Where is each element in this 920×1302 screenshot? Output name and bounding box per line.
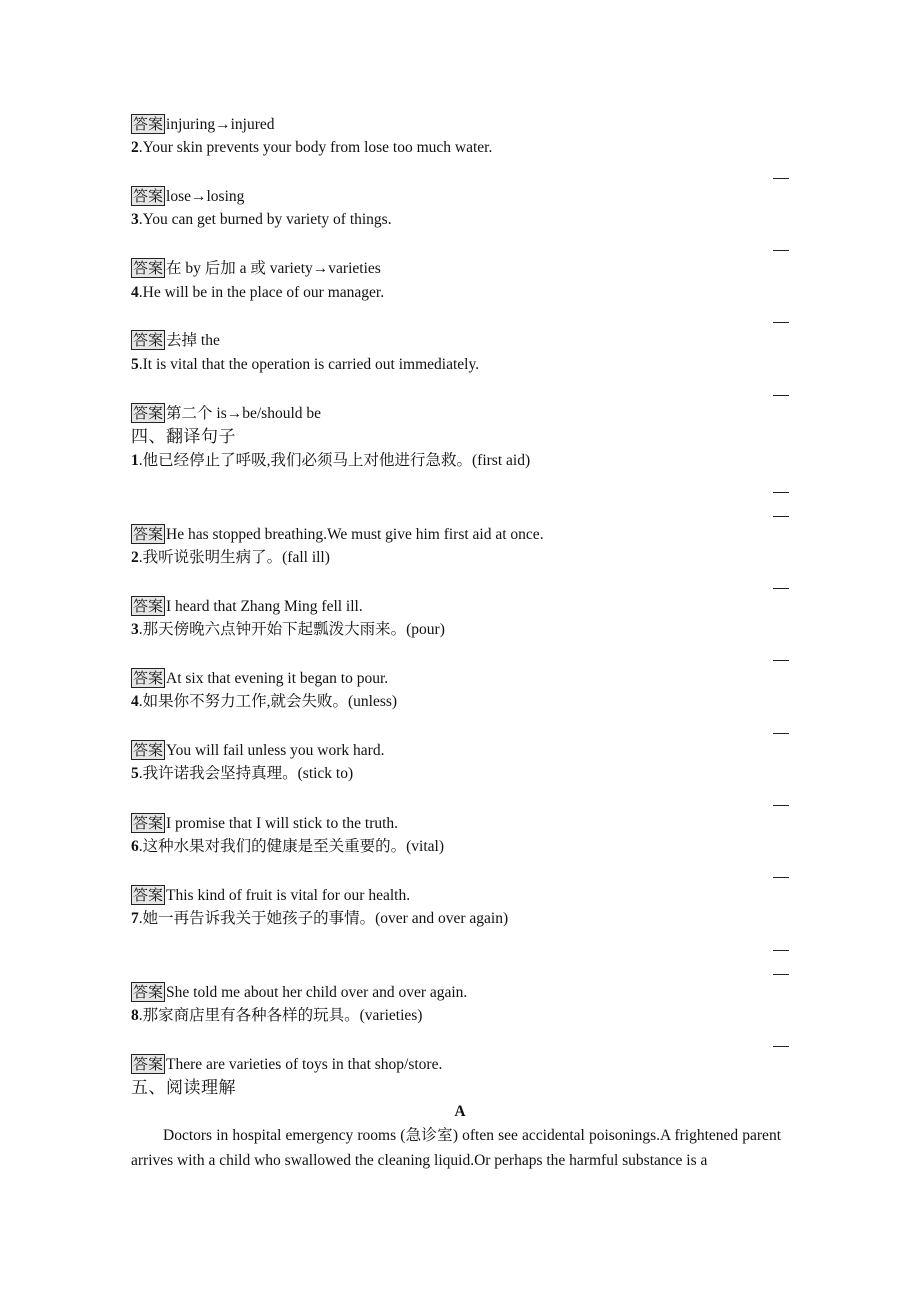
answer-line-2 bbox=[131, 186, 791, 207]
answer-text: 去掉 the bbox=[166, 332, 220, 349]
question-number: 8 bbox=[131, 1007, 139, 1024]
answer-tag: 答案 bbox=[133, 814, 164, 832]
translation-answer-4 bbox=[131, 740, 791, 761]
question-number: 2 bbox=[131, 549, 139, 566]
question-line-4 bbox=[131, 283, 791, 303]
translation-question-3 bbox=[131, 620, 791, 640]
answer-tag: 答案 bbox=[133, 115, 164, 133]
answer-tag: 答案 bbox=[133, 259, 164, 277]
question-line-2 bbox=[131, 138, 791, 158]
answer-line-5 bbox=[131, 403, 791, 424]
answer-line-4 bbox=[131, 330, 791, 351]
question-text: .我许诺我会坚持真理。(stick to) bbox=[138, 765, 354, 782]
answer-blank-line bbox=[773, 322, 789, 323]
translation-question-8 bbox=[131, 1006, 791, 1026]
translation-answer-7 bbox=[131, 982, 791, 1003]
question-line-3 bbox=[131, 210, 791, 230]
translation-question-1 bbox=[131, 451, 791, 471]
question-text: .如果你不努力工作,就会失败。(unless) bbox=[138, 693, 398, 710]
answer-blank-line bbox=[773, 805, 789, 806]
question-number: 4 bbox=[131, 693, 139, 710]
answer-blank-line bbox=[773, 660, 789, 661]
answer-text: lose→losing bbox=[166, 188, 245, 205]
question-text: .她一再告诉我关于她孩子的事情。(over and over again) bbox=[138, 910, 509, 927]
translation-answer-1 bbox=[131, 524, 791, 545]
answer-text: I heard that Zhang Ming fell ill. bbox=[166, 598, 363, 615]
section-title-translation: 四、翻译句子 bbox=[131, 427, 236, 447]
question-text: .He will be in the place of our manager. bbox=[138, 284, 385, 301]
answer-tag: 答案 bbox=[133, 597, 164, 615]
answer-tag: 答案 bbox=[133, 1055, 164, 1073]
answer-blank-line bbox=[773, 395, 789, 396]
answer-text: 第二个 is→be/should be bbox=[166, 405, 322, 422]
answer-blank-line bbox=[773, 974, 789, 975]
answer-text: You will fail unless you work hard. bbox=[166, 742, 385, 759]
answer-blank-line bbox=[773, 877, 789, 878]
question-number: 1 bbox=[131, 452, 139, 469]
translation-answer-8 bbox=[131, 1054, 791, 1075]
answer-tag: 答案 bbox=[133, 187, 164, 205]
translation-question-5 bbox=[131, 764, 791, 784]
passage-label: A bbox=[454, 1103, 466, 1120]
answer-tag: 答案 bbox=[133, 886, 164, 904]
answer-text: She told me about her child over and over again. bbox=[166, 984, 468, 1001]
answer-blank-line bbox=[773, 492, 789, 493]
answer-tag: 答案 bbox=[133, 669, 164, 687]
answer-tag: 答案 bbox=[133, 983, 164, 1001]
translation-question-7 bbox=[131, 909, 791, 929]
question-text: .我听说张明生病了。(fall ill) bbox=[138, 549, 330, 566]
question-text: .这种水果对我们的健康是至关重要的。(vital) bbox=[138, 838, 444, 855]
translation-question-6 bbox=[131, 837, 791, 857]
translation-question-4 bbox=[131, 692, 791, 712]
translation-question-2 bbox=[131, 548, 791, 568]
question-number: 3 bbox=[131, 211, 139, 228]
answer-tag: 答案 bbox=[133, 741, 164, 759]
question-text: .他已经停止了呼吸,我们必须马上对他进行急救。(first aid) bbox=[138, 452, 531, 469]
question-number: 6 bbox=[131, 838, 139, 855]
question-text: .It is vital that the operation is carried out immediately. bbox=[138, 356, 480, 373]
question-text: .You can get burned by variety of things. bbox=[138, 211, 392, 228]
translation-answer-6 bbox=[131, 885, 791, 906]
answer-text: I promise that I will stick to the truth. bbox=[166, 815, 399, 832]
question-number: 4 bbox=[131, 284, 139, 301]
answer-tag: 答案 bbox=[133, 525, 164, 543]
answer-tag: 答案 bbox=[133, 331, 164, 349]
translation-answer-2 bbox=[131, 596, 791, 617]
answer-blank-line bbox=[773, 516, 789, 517]
answer-text: There are varieties of toys in that shop/store. bbox=[166, 1056, 443, 1073]
answer-blank-line bbox=[773, 178, 789, 179]
question-number: 7 bbox=[131, 910, 139, 927]
question-number: 5 bbox=[131, 765, 139, 782]
answer-blank-line bbox=[773, 250, 789, 251]
answer-text: At six that evening it began to pour. bbox=[166, 670, 389, 687]
question-line-5 bbox=[131, 355, 791, 375]
question-number: 5 bbox=[131, 356, 139, 373]
answer-text: He has stopped breathing.We must give him first aid at once. bbox=[166, 526, 544, 543]
question-text: .那天傍晚六点钟开始下起瓢泼大雨来。(pour) bbox=[138, 621, 445, 638]
answer-blank-line bbox=[773, 733, 789, 734]
answer-line-1 bbox=[131, 114, 791, 135]
answer-tag: 答案 bbox=[133, 404, 164, 422]
translation-answer-3 bbox=[131, 668, 791, 689]
answer-blank-line bbox=[773, 950, 789, 951]
answer-blank-line bbox=[773, 1046, 789, 1047]
question-text: .Your skin prevents your body from lose too much water. bbox=[138, 139, 493, 156]
question-number: 3 bbox=[131, 621, 139, 638]
question-text: .那家商店里有各种各样的玩具。(varieties) bbox=[138, 1007, 423, 1024]
answer-blank-line bbox=[773, 588, 789, 589]
passage-paragraph: Doctors in hospital emergency rooms (急诊室) often see accidental poisonings.A frightened parent arrives with a child who swallowed the cleaning liquid.Or perhaps the harmful substance is a bbox=[131, 1127, 781, 1169]
answer-line-3 bbox=[131, 258, 791, 279]
answer-text: 在 by 后加 a 或 variety→varieties bbox=[166, 260, 381, 277]
question-number: 2 bbox=[131, 139, 139, 156]
section-title-reading: 五、阅读理解 bbox=[131, 1078, 236, 1098]
answer-text: This kind of fruit is vital for our health. bbox=[166, 887, 411, 904]
answer-text: injuring→injured bbox=[166, 116, 275, 133]
translation-answer-5 bbox=[131, 813, 791, 834]
